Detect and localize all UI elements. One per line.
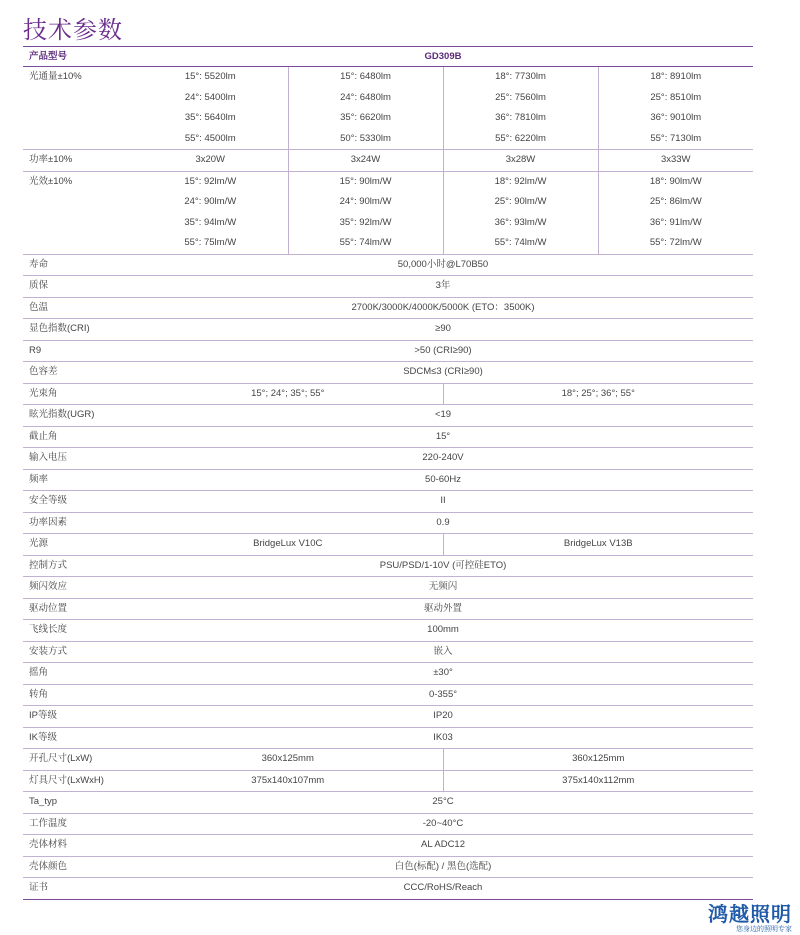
spec-label: 壳体材料: [23, 835, 133, 857]
spec-value-right: BridgeLux V13B: [443, 534, 753, 556]
efficacy-row: [23, 213, 753, 234]
spec-label: 转角: [23, 684, 133, 706]
efficacy-value: 55°: 72lm/W: [598, 233, 753, 254]
spec-label: 灯具尺寸(LxWxH): [23, 770, 133, 792]
header-label: 产品型号: [23, 47, 133, 67]
spec-label: IP等级: [23, 706, 133, 728]
power-value: 3x24W: [288, 150, 443, 172]
flux-value: 35°: 6620lm: [288, 108, 443, 129]
spec-row: [23, 405, 753, 427]
flux-value: 55°: 4500lm: [133, 129, 288, 150]
spec-label: 输入电压: [23, 448, 133, 470]
efficacy-row: [23, 171, 753, 192]
flux-value: 25°: 8510lm: [598, 88, 753, 109]
efficacy-value: 35°: 92lm/W: [288, 213, 443, 234]
efficacy-value: 36°: 93lm/W: [443, 213, 598, 234]
spec-label: 开孔尺寸(LxW): [23, 749, 133, 771]
spec-value-left: BridgeLux V10C: [133, 534, 443, 556]
power-value: 3x33W: [598, 150, 753, 172]
model-number: GD309B: [133, 47, 753, 67]
spec-label: 色温: [23, 297, 133, 319]
flux-value: 18°: 7730lm: [443, 67, 598, 88]
spec-value-left: 360x125mm: [133, 749, 443, 771]
spec-row: [23, 383, 753, 405]
spec-value: SDCM≤3 (CRI≥90): [133, 362, 753, 384]
spec-label: 摇角: [23, 663, 133, 685]
spec-value: II: [133, 491, 753, 513]
spec-label: 功率因素: [23, 512, 133, 534]
spec-row: [23, 835, 753, 857]
flux-value: 35°: 5640lm: [184, 112, 236, 123]
spec-row: [23, 254, 753, 276]
spec-value: 嵌入: [133, 641, 753, 663]
spec-label: 寿命: [23, 254, 133, 276]
spec-label: 飞线长度: [23, 620, 133, 642]
efficacy-label: 光效±10%: [29, 175, 73, 187]
table-header-row: [23, 47, 753, 67]
efficacy-value: 25°: 86lm/W: [598, 192, 753, 213]
spec-row: [23, 319, 753, 341]
spec-label: 显色指数(CRI): [23, 319, 133, 341]
spec-row: [23, 620, 753, 642]
spec-row: [23, 340, 753, 362]
power-value: 3x28W: [443, 150, 598, 172]
spec-row: [23, 727, 753, 749]
efficacy-value: 55°: 75lm/W: [133, 233, 288, 254]
spec-value: IP20: [133, 706, 753, 728]
flux-row: [23, 108, 753, 129]
spec-label: 工作温度: [23, 813, 133, 835]
spec-row: [23, 577, 753, 599]
efficacy-label: [23, 233, 133, 254]
spec-label: 壳体颜色: [23, 856, 133, 878]
spec-row: [23, 534, 753, 556]
spec-value: 50-60Hz: [133, 469, 753, 491]
spec-value-right: 375x140x112mm: [443, 770, 753, 792]
efficacy-value: 55°: 74lm/W: [443, 233, 598, 254]
flux-value: 25°: 7560lm: [443, 88, 598, 109]
spec-label: 质保: [23, 276, 133, 298]
spec-label: 证书: [23, 878, 133, 900]
spec-row: [23, 663, 753, 685]
spec-value: 无频闪: [133, 577, 753, 599]
logo-name: 鸿越照明: [708, 902, 792, 926]
flux-value: 36°: 9010lm: [598, 108, 753, 129]
spec-row: [23, 749, 753, 771]
spec-label: 安全等级: [23, 491, 133, 513]
efficacy-value: 55°: 74lm/W: [288, 233, 443, 254]
efficacy-value: 18°: 92lm/W: [443, 171, 598, 192]
flux-value: 24°: 6480lm: [288, 88, 443, 109]
spec-value: 白色(标配) / 黑色(选配): [133, 856, 753, 878]
logo-tagline: 您身边的照明专家: [736, 926, 792, 933]
flux-row: [23, 129, 753, 150]
spec-value: 220-240V: [133, 448, 753, 470]
spec-value: >50 (CRI≥90): [133, 340, 753, 362]
spec-value: 0-355°: [133, 684, 753, 706]
efficacy-value: 24°: 90lm/W: [184, 196, 237, 207]
spec-value: -20~40°C: [133, 813, 753, 835]
spec-row: [23, 706, 753, 728]
spec-value: 驱动外置: [133, 598, 753, 620]
spec-row: [23, 813, 753, 835]
spec-row: [23, 512, 753, 534]
spec-row: [23, 856, 753, 878]
spec-value: 15°: [133, 426, 753, 448]
spec-row: [23, 297, 753, 319]
spec-value: IK03: [133, 727, 753, 749]
spec-label: 安装方式: [23, 641, 133, 663]
flux-value: 18°: 8910lm: [598, 67, 753, 88]
spec-value: ±30°: [133, 663, 753, 685]
flux-row: [23, 67, 753, 88]
spec-value: <19: [133, 405, 753, 427]
spec-label: 频率: [23, 469, 133, 491]
spec-value: ≥90: [133, 319, 753, 341]
spec-row: [23, 598, 753, 620]
efficacy-value: 15°: 90lm/W: [288, 171, 443, 192]
spec-value: 50,000小时@L70B50: [133, 254, 753, 276]
spec-row: [23, 641, 753, 663]
spec-label: 驱动位置: [23, 598, 133, 620]
efficacy-value: 15°: 92lm/W: [184, 175, 237, 187]
spec-value-right: 360x125mm: [443, 749, 753, 771]
spec-value-left: 375x140x107mm: [133, 770, 443, 792]
flux-value: 55°: 6220lm: [443, 129, 598, 150]
efficacy-value: 35°: 94lm/W: [184, 216, 237, 228]
spec-row: [23, 426, 753, 448]
efficacy-row: [23, 233, 753, 254]
page-title: 技术参数: [23, 16, 123, 44]
spec-label: 频闪效应: [23, 577, 133, 599]
efficacy-value: 18°: 90lm/W: [598, 171, 753, 192]
spec-label: 眩光指数(UGR): [23, 405, 133, 427]
flux-value: 15°: 6480lm: [288, 67, 443, 88]
flux-label: [23, 129, 133, 150]
spec-table: [23, 46, 753, 900]
flux-value: 36°: 7810lm: [443, 108, 598, 129]
spec-value: PSU/PSD/1-10V (可控硅ETO): [133, 555, 753, 577]
efficacy-value: 24°: 90lm/W: [288, 192, 443, 213]
spec-value-left: 15°; 24°; 35°; 55°: [133, 383, 443, 405]
flux-label: [23, 88, 133, 109]
flux-value: 55°: 7130lm: [598, 129, 753, 150]
efficacy-label: [23, 192, 133, 213]
flux-label: 光通量±10%: [29, 71, 82, 82]
spec-row: [23, 770, 753, 792]
spec-row: [23, 792, 753, 814]
spec-row: [23, 878, 753, 900]
efficacy-value: 25°: 90lm/W: [443, 192, 598, 213]
spec-value: 3年: [133, 276, 753, 298]
spec-value: AL ADC12: [133, 835, 753, 857]
flux-label: [23, 108, 133, 129]
flux-row: [23, 88, 753, 109]
spec-label: 控制方式: [23, 555, 133, 577]
spec-label: 光源: [23, 534, 133, 556]
efficacy-row: [23, 192, 753, 213]
spec-value: 25°C: [133, 792, 753, 814]
spec-value: 2700K/3000K/4000K/5000K (ETO：3500K): [133, 297, 753, 319]
spec-value: CCC/RoHS/Reach: [133, 878, 753, 900]
flux-value: 15°: 5520lm: [184, 71, 236, 82]
efficacy-value: 36°: 91lm/W: [598, 213, 753, 234]
brand-logo: [708, 903, 792, 934]
spec-label: 截止角: [23, 426, 133, 448]
spec-row: [23, 469, 753, 491]
spec-row: [23, 448, 753, 470]
spec-row: [23, 684, 753, 706]
spec-label: 光束角: [23, 383, 133, 405]
spec-value: 100mm: [133, 620, 753, 642]
spec-label: 色容差: [23, 362, 133, 384]
power-value: 3x20W: [133, 150, 288, 172]
spec-row: [23, 555, 753, 577]
flux-value: 24°: 5400lm: [184, 91, 236, 103]
power-label: 功率±10%: [23, 150, 133, 172]
spec-row: [23, 276, 753, 298]
power-row: [23, 150, 753, 172]
spec-label: IK等级: [23, 727, 133, 749]
spec-label: R9: [23, 340, 133, 362]
flux-value: 50°: 5330lm: [288, 129, 443, 150]
efficacy-label: [23, 213, 133, 234]
spec-label: Ta_typ: [23, 792, 133, 814]
spec-row: [23, 362, 753, 384]
spec-value-right: 18°; 25°; 36°; 55°: [443, 383, 753, 405]
spec-row: [23, 491, 753, 513]
spec-value: 0.9: [133, 512, 753, 534]
